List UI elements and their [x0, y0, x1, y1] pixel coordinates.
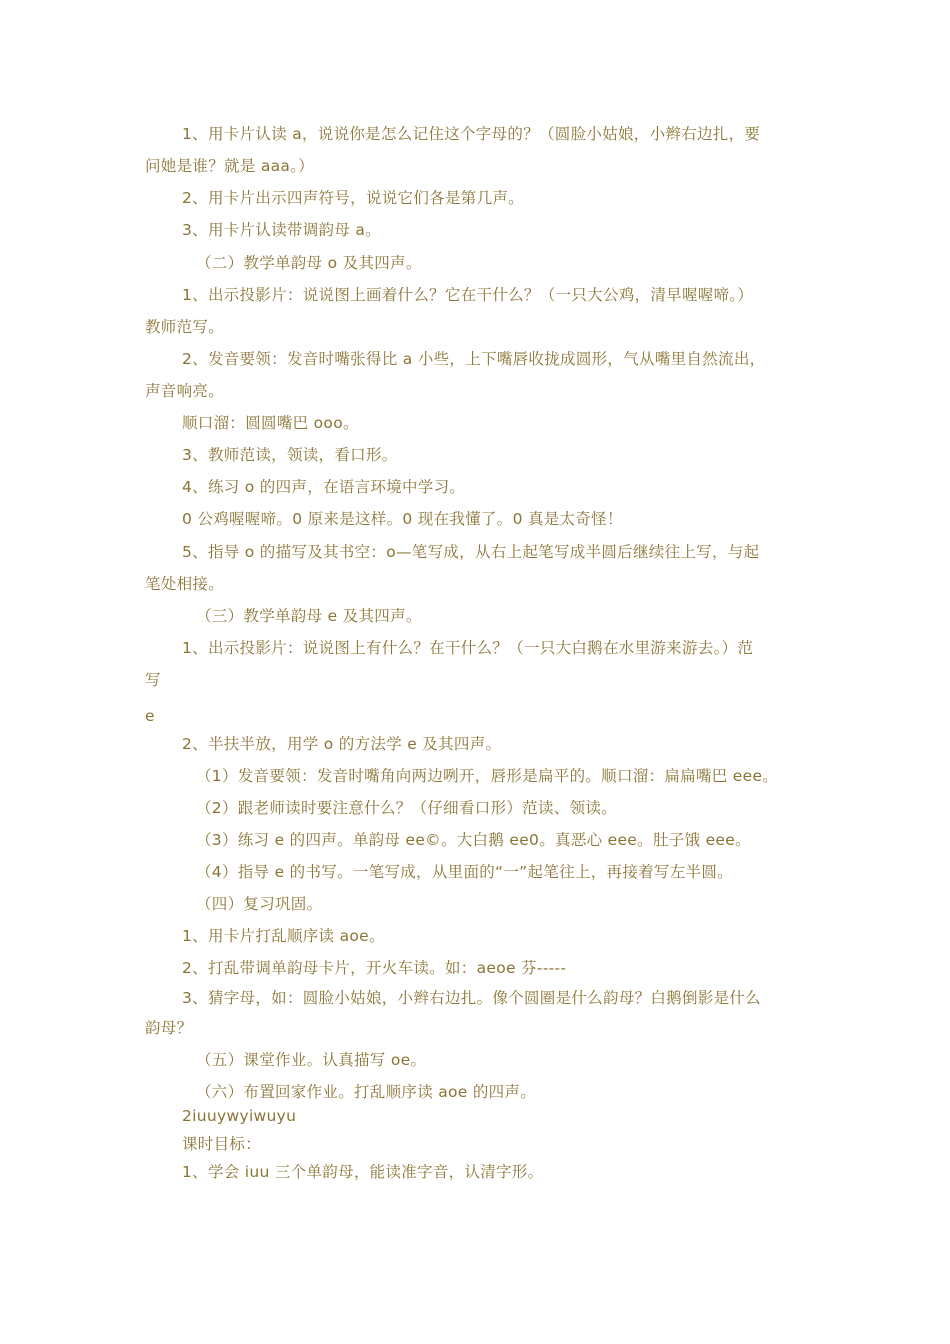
- text-line: 顺口溜：圆圆嘴巴 ooo。: [182, 414, 359, 432]
- text-line: 2、打乱带调单韵母卡片，开火车读。如：aeoe 芬-----: [182, 959, 567, 977]
- text-line: 1、用卡片打乱顺序读 aoe。: [182, 927, 385, 945]
- text-line: （3）练习 e 的四声。单韵母 ee©。大白鹅 ee0。真恶心 eee。肚子饿 eee。: [196, 831, 751, 849]
- text-line: 1、出示投影片：说说图上有什么？在干什么？（一只大白鹅在水里游来游去。）范: [182, 639, 754, 657]
- section-heading: （四）复习巩固。: [196, 895, 323, 913]
- text-line: 2、半扶半放，用学 o 的方法学 e 及其四声。: [182, 735, 502, 753]
- section-heading: （三）教学单韵母 e 及其四声。: [196, 607, 422, 625]
- text-line: 声音响亮。: [145, 382, 225, 400]
- text-line: 写: [145, 671, 161, 689]
- text-line: 1、学会 iuu 三个单韵母，能读准字音，认清字形。: [182, 1163, 544, 1181]
- text-line: 问她是谁？就是 aaa。）: [145, 157, 315, 175]
- text-line: 2、用卡片出示四声符号，说说它们各是第几声。: [182, 189, 524, 207]
- text-line: 4、练习 o 的四声，在语言环境中学习。: [182, 478, 466, 496]
- text-line: 0 公鸡喔喔啼。0 原来是这样。0 现在我懂了。0 真是太奇怪！: [182, 510, 623, 528]
- text-line: 笔处相接。: [145, 575, 225, 593]
- text-line: 课时目标：: [182, 1135, 262, 1153]
- text-line: （1）发音要领：发音时嘴角向两边咧开，唇形是扁平的。顺口溜：扁扁嘴巴 eee。: [196, 767, 779, 785]
- text-line: 3、用卡片认读带调韵母 a。: [182, 221, 381, 239]
- text-line: 1、出示投影片：说说图上画着什么？它在干什么？（一只大公鸡，清早喔喔啼。）: [182, 286, 754, 304]
- text-line: 3、教师范读，领读，看口形。: [182, 446, 398, 464]
- text-line: （2）跟老师读时要注意什么？（仔细看口形）范读、领读。: [196, 799, 617, 817]
- text-line: 韵母？: [145, 1019, 193, 1037]
- text-line: （4）指导 e 的书写。一笔写成，从里面的“一”起笔往上，再接着写左半圆。: [196, 863, 733, 881]
- text-line: 2、发音要领：发音时嘴张得比 a 小些，上下嘴唇收拢成圆形，气从嘴里自然流出，: [182, 350, 766, 368]
- text-line: 3、猜字母，如：圆脸小姑娘，小辫右边扎。像个圆圈是什么韵母？白鹅倒影是什么: [182, 989, 761, 1007]
- section-heading: （五）课堂作业。认真描写 oe。: [196, 1051, 427, 1069]
- text-line: 教师范写。: [145, 318, 225, 336]
- text-line: e: [145, 707, 155, 725]
- section-heading: （六）布置回家作业。打乱顺序读 aoe 的四声。: [196, 1083, 537, 1101]
- text-line: 1、用卡片认读 a，说说你是怎么记住这个字母的？（圆脸小姑娘，小辫右边扎，要: [182, 125, 761, 143]
- lesson-heading: 2iuuywyiwuyu: [182, 1107, 297, 1125]
- section-heading: （二）教学单韵母 o 及其四声。: [196, 254, 422, 272]
- text-line: 5、指导 o 的描写及其书空：o—笔写成，从右上起笔写成半圆后继续往上写，与起: [182, 543, 760, 561]
